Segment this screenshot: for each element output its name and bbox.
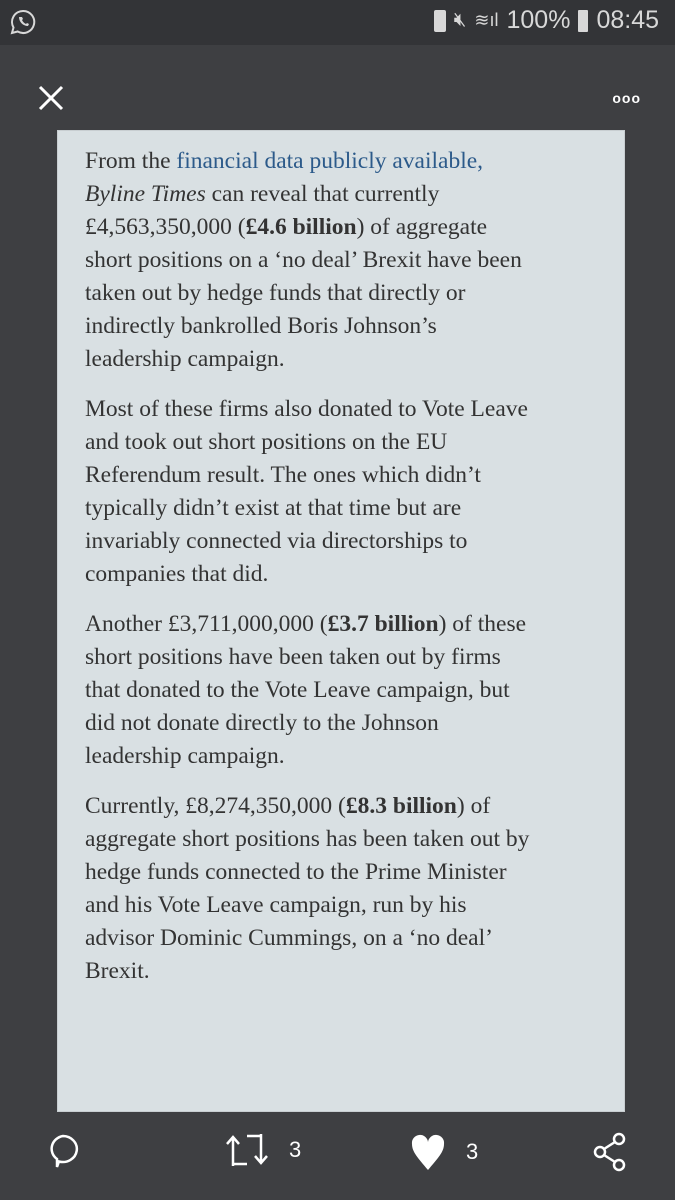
text-segment: and took out short positions on the EU [85,429,448,455]
text-line [85,922,529,955]
text-segment: Currently, £8,274,350,000 ( [85,793,346,819]
text-segment: leadership campaign. [85,743,285,769]
text-line [85,178,529,211]
retweet-count: 3 [289,1137,302,1162]
text-line [85,823,529,856]
text-line [85,608,529,641]
text-line [85,426,529,459]
text-segment: £4,563,350,000 ( [85,214,246,240]
text-line [85,145,529,178]
text-segment: From the [85,148,177,174]
text-line [85,211,529,244]
battery-icon [578,10,588,32]
article-image [57,130,625,1112]
text-segment: ) of [456,793,491,819]
text-segment: short positions on a ‘no deal’ Brexit have been [85,247,522,273]
like-button[interactable] [410,1132,478,1172]
battery-percent: 100% [506,6,571,34]
article-paragraph [85,790,529,988]
text-line [85,707,529,740]
text-segment: £8.3 billion [345,793,457,819]
whatsapp-icon [10,9,36,35]
status-bar [0,0,675,45]
clock: 08:45 [596,6,659,34]
text-line [85,393,529,426]
text-line [85,244,529,277]
article-paragraph [85,393,529,591]
text-line [85,525,529,558]
text-segment: indirectly bankrolled Boris Johnson’s [85,313,437,339]
text-segment: Brexit. [85,958,150,984]
close-icon[interactable] [36,83,66,113]
text-line [85,459,529,492]
share-icon [592,1132,628,1172]
text-line [85,492,529,525]
article-link[interactable]: financial data publicly available, [176,148,484,174]
text-segment: aggregate short positions has been taken out by [85,826,530,852]
text-segment: short positions have been taken out by firms [85,644,501,670]
text-line [85,277,529,310]
text-line [85,310,529,343]
text-segment: ) of these [438,611,527,637]
text-line [85,856,529,889]
text-line [85,955,529,988]
text-segment: Referendum result. The ones which didn’t [85,462,481,488]
text-segment: can reveal that currently [205,181,440,207]
text-segment: ) of aggregate [356,214,488,240]
text-segment: Byline Times [85,181,206,207]
text-line [85,343,529,376]
text-line [85,889,529,922]
text-segment: Most of these firms also donated to Vote Leave [85,396,528,422]
text-segment: £4.6 billion [245,214,357,240]
text-line [85,641,529,674]
text-segment: Another £3,711,000,000 ( [85,611,328,637]
battery-saver-icon [434,10,446,32]
wifi-signal-icon: ≋ıl [474,10,499,30]
text-segment: typically didn’t exist at that time but are [85,495,462,521]
text-segment: taken out by hedge funds that directly or [85,280,466,306]
reply-icon [45,1132,81,1172]
retweet-button[interactable] [225,1132,301,1168]
article-paragraph [85,145,529,376]
reply-button[interactable] [45,1132,81,1172]
text-segment: did not donate directly to the Johnson [85,710,439,736]
text-segment: leadership campaign. [85,346,285,372]
text-segment: hedge funds connected to the Prime Minister [85,859,507,885]
text-segment: invariably connected via directorships to [85,528,468,554]
text-segment: advisor Dominic Cummings, on a ‘no deal’ [85,925,493,951]
retweet-icon [225,1132,269,1168]
like-count: 3 [466,1139,479,1164]
text-segment: companies that did. [85,561,269,587]
text-segment: that donated to the Vote Leave campaign, but [85,677,510,703]
text-line [85,790,529,823]
more-options-icon[interactable]: ooo [612,90,641,106]
mute-icon: 🔇︎ [453,9,467,31]
article-text [85,145,529,1005]
article-paragraph [85,608,529,773]
heart-icon [410,1132,446,1172]
text-line [85,740,529,773]
text-segment: £3.7 billion [327,611,439,637]
text-line [85,558,529,591]
text-segment: and his Vote Leave campaign, run by his [85,892,467,918]
share-button[interactable] [592,1132,628,1172]
text-line [85,674,529,707]
